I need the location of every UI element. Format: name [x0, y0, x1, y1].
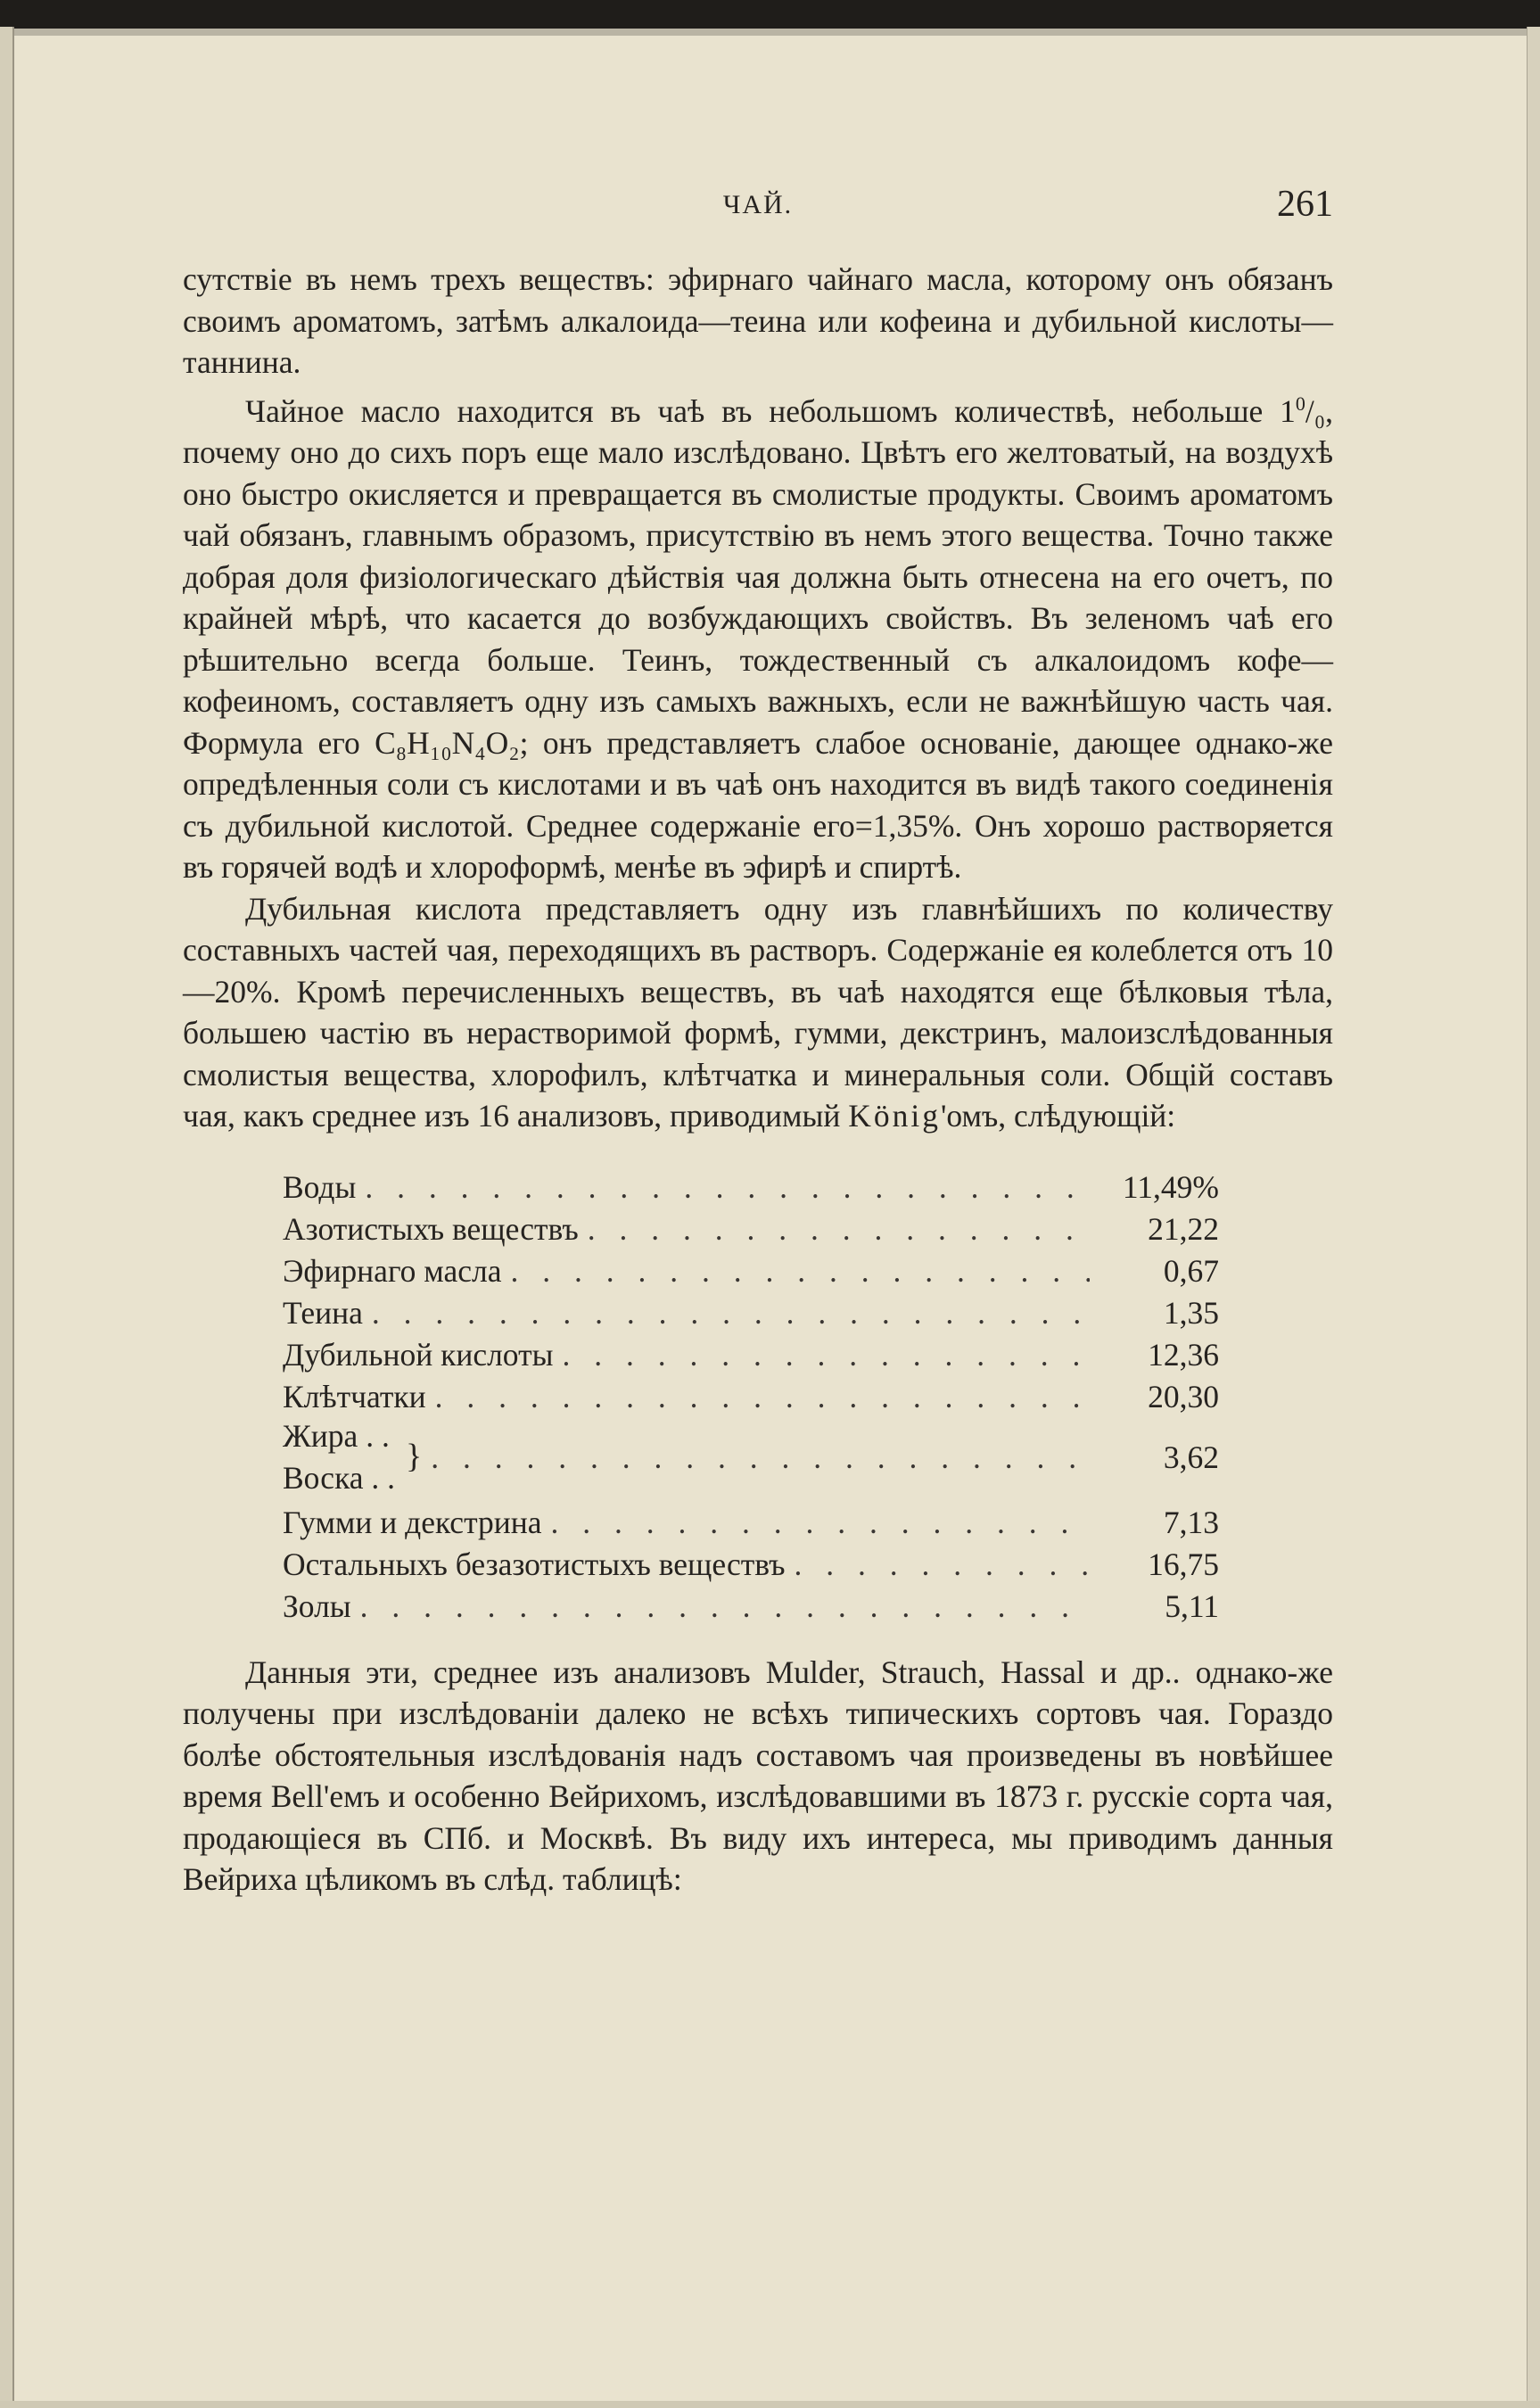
- leader-dots: [431, 1439, 1090, 1476]
- paragraph-3: [183, 888, 1333, 1137]
- author-name: König: [848, 1098, 941, 1134]
- table-row: [283, 1290, 1219, 1332]
- scan-top-edge: [0, 0, 1540, 29]
- table-row: [283, 1583, 1219, 1625]
- row-value: 1,35: [1163, 1294, 1219, 1331]
- paragraph-3-tail: 'омъ, слѣдующій:: [940, 1098, 1176, 1134]
- paragraph-1: сутствіе въ немъ трехъ веществъ: эфирнаго чайнаго масла, которому онъ обязанъ своимъ ароматомъ, затѣмъ алкалоида—теина или кофеина и дубильной кислоты—таннина.: [183, 261, 1333, 380]
- row-value: 21,22: [1148, 1210, 1219, 1247]
- row-label-line: Воска . .: [283, 1459, 396, 1496]
- row-label: Клѣтчатки: [283, 1378, 426, 1414]
- row-value: 11,49%: [1122, 1168, 1219, 1205]
- scan-bottom-edge: [0, 2401, 1540, 2408]
- row-value: 5,11: [1165, 1587, 1219, 1624]
- row-label: Воды: [283, 1168, 357, 1205]
- row-label: Остальныхъ безазотистыхъ веществъ: [283, 1546, 786, 1582]
- table-row: [283, 1373, 1219, 1415]
- paragraph-4: Данныя эти, среднее изъ анализовъ Mulder, Strauch, Hassal и др.. однако-же получены при изслѣдованіи далеко не всѣхъ типическихъ сортовъ чая. Гораздо болѣе обстоятельныя изслѣдованія надъ составомъ чая произведены въ новѣйшее время Bell'емъ и особенно Вейрихомъ, изслѣдовавшими въ 1873 г. русскіе сорта чая, продающіеся въ СПб. и Москвѣ. Въ виду ихъ интереса, мы приводимъ данныя Вейриха цѣликомъ въ слѣд. таблицѣ:: [183, 1653, 1333, 1897]
- table-row-braced: [283, 1415, 1219, 1499]
- paragraph-2-start: Чайное масло находится въ чаѣ въ небольшомъ количествѣ, небольше 1: [245, 392, 1296, 429]
- row-value: 20,30: [1148, 1378, 1219, 1414]
- row-label: Теина: [283, 1294, 363, 1331]
- table-row: [283, 1248, 1219, 1290]
- running-head: ЧАЙ.: [722, 190, 794, 219]
- paragraph-2-rest: /₀, почему оно до сихъ поръ еще мало изслѣдовано. Цвѣтъ его желтоватый, на воздухѣ оно быстро окисляется и превращается въ смолистые продукты. Своимъ ароматомъ чай обязанъ, главнымъ образомъ, присутствію въ немъ этого вещества. Точно также добрая доля физiологическаго дѣйствія чая должна быть отнесена на его очетъ, по крайней мѣрѣ, что касается до возбуждающихъ свойствъ. Въ зеленомъ чаѣ его рѣшительно всегда больше. Теинъ, тождественный съ алкалоидомъ кофе—кофеиномъ, составляетъ одну изъ самыхъ важныхъ, если не важнѣйшую часть чая. Формула его C₈H₁₀N₄O₂; онъ представляетъ слабое основаніе, дающее однако-же опредѣленныя соли съ кислотами и въ чаѣ онъ находится въ видѣ такого соединенія съ дубильной кислотой. Среднее содержаніе его=1,35%. Онъ хорошо растворяется въ горячей водѣ и хлороформѣ, менѣе въ эфирѣ и спиртѣ.: [183, 392, 1333, 885]
- table-row: [283, 1499, 1219, 1541]
- scan-right-edge: [1527, 27, 1540, 2408]
- row-value: 16,75: [1148, 1546, 1219, 1582]
- row-label-stacked: [283, 1415, 395, 1499]
- row-value: 7,13: [1163, 1504, 1219, 1540]
- table-row: [283, 1541, 1219, 1583]
- row-value: 12,36: [1148, 1336, 1219, 1373]
- leader-dots: [360, 1587, 1090, 1625]
- leader-dots: [562, 1336, 1090, 1373]
- row-label: Эфирнаго масла: [283, 1252, 502, 1289]
- row-label: Гумми и декстрина: [283, 1504, 542, 1540]
- row-label: Дубильной кислоты: [283, 1336, 554, 1373]
- row-label: Золы: [283, 1587, 351, 1624]
- row-value: 3,62: [1163, 1439, 1219, 1475]
- leader-dots: [365, 1168, 1090, 1206]
- page-number: 261: [1277, 184, 1333, 225]
- paragraph-3-text: Дубильная кислота представляетъ одну изъ главнѣйшихъ по количеству составныхъ частей чая, переходящихъ въ растворъ. Содержаніе ея колеблется отъ 10—20%. Кромѣ перечисленныхъ веществъ, въ чаѣ находятся еще бѣлковыя тѣла, большею частію въ нерастворимой формѣ, гумми, декстринъ, малоизслѣдованныя смолистыя вещества, хлорофилъ, клѣтчатка и минеральныя соли. Общій составъ чая, какъ среднее изъ 16 анализовъ, приводимый: [183, 890, 1333, 1134]
- composition-table: [283, 1164, 1219, 1625]
- scan-top-edge-shadow: [0, 29, 1540, 36]
- leader-dots: [372, 1294, 1090, 1332]
- leader-dots: [588, 1210, 1090, 1248]
- row-label-line: Жира . .: [283, 1417, 390, 1454]
- page-header: [183, 183, 1333, 236]
- table-row: [283, 1206, 1219, 1248]
- leader-dots: [795, 1546, 1090, 1583]
- leader-dots: [435, 1378, 1090, 1415]
- table-row: [283, 1164, 1219, 1206]
- leader-dots: [510, 1252, 1090, 1290]
- paragraph-2: [183, 383, 1333, 888]
- table-row: [283, 1332, 1219, 1373]
- scan-left-edge: [0, 27, 14, 2408]
- percent-superscript: 0: [1295, 392, 1305, 415]
- page-body: [183, 259, 1333, 1901]
- leader-dots: [551, 1504, 1090, 1541]
- row-value: 0,67: [1163, 1252, 1219, 1289]
- brace-icon: }: [406, 1438, 423, 1475]
- row-label: Азотистыхъ веществъ: [283, 1210, 579, 1247]
